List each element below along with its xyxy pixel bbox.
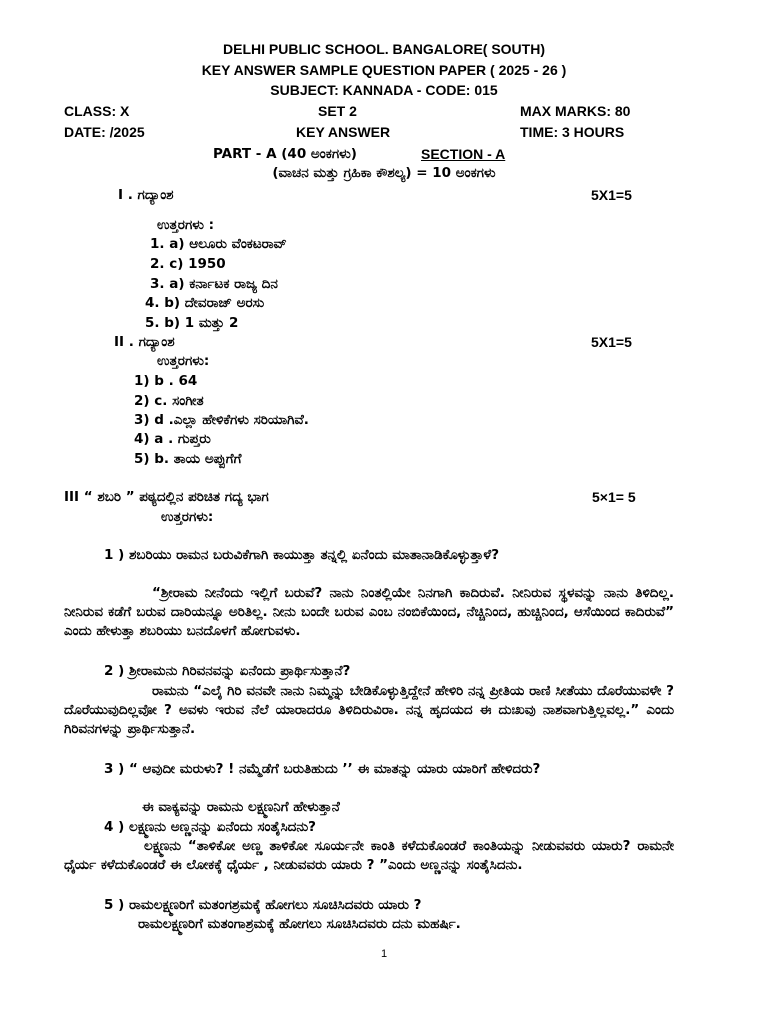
q1-answers-label: ಉತ್ತರಗಳು : bbox=[157, 217, 214, 233]
q1-answer-2: 2. c) 1950 bbox=[150, 256, 226, 272]
part-label: PART - A (40 ಅಂಕಗಳು) bbox=[213, 146, 357, 162]
q2-answer-1: 1) b . 64 bbox=[134, 373, 198, 389]
q1-answer-3: 3. a) ಕರ್ನಾಟಕ ರಾಜ್ಯ ದಿನ bbox=[150, 276, 278, 292]
skills-line: (ವಾಚನ ಮತ್ತು ಗ್ರಹಿಕಾ ಕೌಶಲ್ಯ) = 10 ಅಂಕಗಳು bbox=[272, 165, 496, 181]
q1-answer-4: 4. b) ದೇವರಾಜ್ ಅರಸು bbox=[145, 295, 265, 311]
q2-answers-label: ಉತ್ತರಗಳು: bbox=[157, 353, 210, 369]
q3-marks: 5×1= 5 bbox=[592, 489, 636, 505]
q2-title: II . ಗದ್ಯಾಂಶ bbox=[114, 334, 175, 350]
max-marks-label: MAX MARKS: 80 bbox=[520, 103, 631, 119]
q3-answer-2: ರಾಮನು “ಎಲೈ ಗಿರಿ ವನವೇ ನಾನು ನಿಮ್ಮನ್ನು ಬೇಡಿಕೊಳ್ಳುತ್ತಿದ್ದೇನೆ ಹೇಳಿರಿ ನನ್ನ ಪ್ರೀತಿಯ ರಾಣಿ ಸೀತೆಯು ದೊರೆಯುವಳೇ ? ದೊರೆಯುವುದಿಲ್ಲವೋ ? ಅವಳು ಇರುವ ನೆಲೆ ಯಾರಾದರೂ ತಿಳಿದಿರುವಿರಾ. ನನ್ನ ಹೃದಯದ ಈ ದುಃಖವು ನಾಶವಾಗುತ್ತಿಲ್ಲವಲ್ಲ.” ಎಂದು ಗಿರಿವನಗಳನ್ನು ಪ್ರಾರ್ಥಿಸುತ್ತಾನೆ. bbox=[64, 683, 674, 737]
q2-answer-2: 2) c. ಸಂಗೀತ bbox=[134, 393, 204, 409]
q1-answer-1: 1. a) ಆಲೂರು ವೆಂಕಟರಾವ್ bbox=[150, 236, 287, 252]
q2-answer-5: 5) b. ತಾಯ ಅಪ್ಪುಗೆಗೆ bbox=[134, 451, 242, 467]
q1-answer-5: 5. b) 1 ಮತ್ತು 2 bbox=[145, 315, 239, 331]
page-number: 1 bbox=[380, 948, 388, 960]
q3-question-4: 4 ) ಲಕ್ಷ್ಮಣನು ಅಣ್ಣನನ್ನು ಏನೆಂದು ಸಂತೈಸಿದನು? bbox=[104, 819, 316, 835]
subject-line: SUBJECT: KANNADA - CODE: 015 bbox=[270, 82, 498, 98]
school-name: DELHI PUBLIC SCHOOL. BANGALORE( SOUTH) bbox=[223, 41, 545, 57]
q3-answer-1: “ಶ್ರೀರಾಮ ನೀನೆಂದು ಇಲ್ಲಿಗೆ ಬರುವೆ? ನಾನು ನಿಂತಲ್ಲಿಯೇ ನಿನಗಾಗಿ ಕಾದಿರುವೆ. ನೀನಿರುವ ಸ್ಥಳವನ್ನು ನಾನು ತಿಳಿದಿಲ್ಲ. ನೀನಿರುವ ಕಡೆಗೆ ಬರುವ ದಾರಿಯನ್ನೂ ಅರಿತಿಲ್ಲ. ನೀನು ಬಂದೇ ಬರುವ ಎಂಬ ನಂಬಿಕೆಯಿಂದ, ನೆಚ್ಚಿನಿಂದ, ಹುಚ್ಚಿನಿಂದ, ಆಸೆಯಿಂದ ಕಾದಿರುವೆ” ಎಂದು ಹೇಳುತ್ತಾ ಶಬರಿಯು ಬನದೊಳಗೆ ಹೋಗುವಳು. bbox=[64, 585, 674, 639]
q2-answer-4: 4) a . ಗುಪ್ತರು bbox=[134, 431, 211, 447]
q3-answer-4: ಲಕ್ಷ್ಮಣನು “ತಾಳಿಕೋ ಅಣ್ಣ ತಾಳಿಕೋ ಸೂರ್ಯನೇ ಕಾಂತಿ ಕಳೆದುಕೊಂಡರೆ ಕಾಂತಿಯನ್ನು ನೀಡುವವರು ಯಾರು? ರಾಮನೇ ಧೈರ್ಯ ಕಳೆದುಕೊಂಡರೆ ಈ ಲೋಕಕ್ಕೆ ಧೈರ್ಯ , ನೀಡುವವರು ಯಾರು ? ”ಎಂದು ಅಣ್ಣನನ್ನು ಸಂತೈಸಿದನು. bbox=[64, 838, 674, 873]
paper-title: KEY ANSWER SAMPLE QUESTION PAPER ( 2025 - 26 ) bbox=[201, 62, 567, 78]
q1-marks: 5X1=5 bbox=[591, 187, 632, 203]
key-answer-label: KEY ANSWER bbox=[296, 124, 391, 140]
q3-question-3: 3 ) “ ಆವುದೀ ಮರುಳು? ! ನಮ್ಮೆಡೆಗೆ ಬರುತಿಹುದು ’’ ಈ ಮಾತನ್ನು ಯಾರು ಯಾರಿಗೆ ಹೇಳಿದರು? bbox=[104, 761, 541, 777]
section-label: SECTION - A bbox=[421, 146, 506, 162]
date-label: DATE: /2025 bbox=[64, 124, 145, 140]
q3-question-5: 5 ) ರಾಮಲಕ್ಷ್ಮಣರಿಗೆ ಮತಂಗಶ್ರಮಕ್ಕೆ ಹೋಗಲು ಸೂಚಿಸಿದವರು ಯಾರು ? bbox=[104, 897, 422, 913]
q2-marks: 5X1=5 bbox=[591, 334, 632, 350]
time-label: TIME: 3 HOURS bbox=[520, 124, 625, 140]
q2-answer-3: 3) d .ಎಲ್ಲಾ ಹೇಳಿಕೆಗಳು ಸರಿಯಾಗಿವೆ. bbox=[134, 412, 309, 428]
q3-question-2: 2 ) ಶ್ರೀರಾಮನು ಗಿರಿವನವನ್ನು ಏನೆಂದು ಪ್ರಾರ್ಥಿಸುತ್ತಾನೆ? bbox=[104, 663, 351, 679]
class-label: CLASS: X bbox=[64, 103, 130, 119]
q3-answers-label: ಉತ್ತರಗಳು: bbox=[161, 509, 214, 525]
q1-title: I . ಗದ್ಯಾಂಶ bbox=[118, 187, 174, 203]
set-label: SET 2 bbox=[318, 103, 357, 119]
q3-title: III “ ಶಬರಿ ” ಪಠ್ಯದಲ್ಲಿನ ಪರಿಚಿತ ಗದ್ಯ ಭಾಗ bbox=[64, 489, 269, 505]
q3-question-1: 1 ) ಶಬರಿಯು ರಾಮನ ಬರುವಿಕೆಗಾಗಿ ಕಾಯುತ್ತಾ ತನ್ನಲ್ಲಿ ಏನೆಂದು ಮಾತಾನಾಡಿಕೊಳ್ಳುತ್ತಾಳೆ? bbox=[104, 547, 500, 563]
q3-answer-5: ರಾಮಲಕ್ಷ್ಮಣರಿಗೆ ಮತಂಗಾಶ್ರಮಕ್ಕೆ ಹೋಗಲು ಸೂಚಿಸಿದವರು ದನು ಮಹರ್ಷಿ. bbox=[138, 916, 461, 932]
q3-answer-3: ಈ ವಾಕ್ಯವನ್ನು ರಾಮನು ಲಕ್ಷ್ಮಣನಿಗೆ ಹೇಳುತ್ತಾನೆ bbox=[142, 799, 340, 815]
